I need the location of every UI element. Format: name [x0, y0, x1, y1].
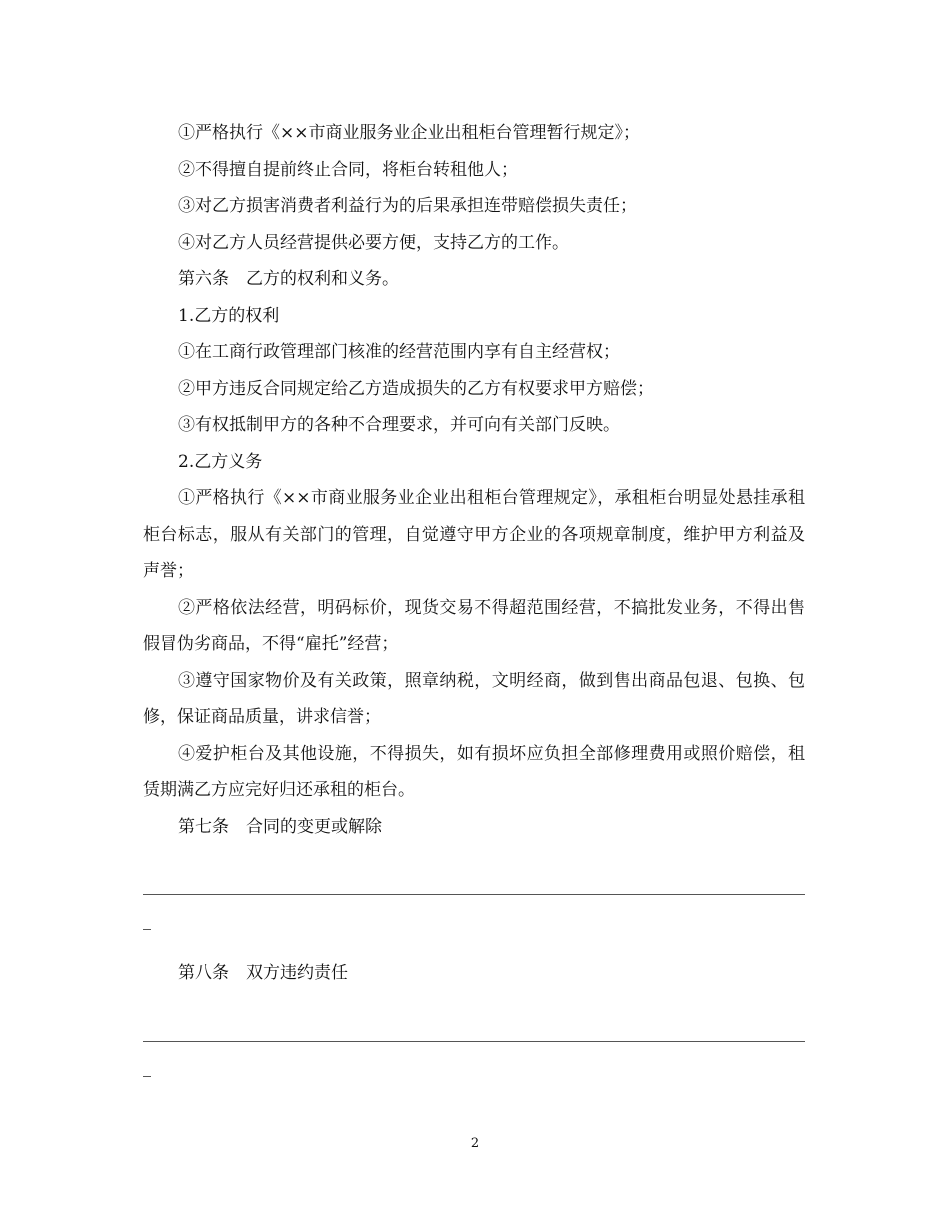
article-seven-heading: 第七条 合同的变更或解除: [178, 816, 382, 837]
paragraph-obligation-2: ②严格依法经营，明码标价，现货交易不得超范围经营，不搞批发业务，不得出售假冒伪劣商品，不得“雇托”经营；: [143, 597, 805, 654]
paragraph-clause-2: ②不得擅自提前终止合同，将柜台转租他人；: [178, 159, 518, 180]
paragraph-right-3: ③有权抵制甲方的各种不合理要求，并可向有关部门反映。: [178, 415, 620, 435]
paragraph-obligation-4: ④爱护柜台及其他设施，不得损失，如有损坏应负担全部修理费用或照价赔偿，租赁期满乙方应完好归还承租的柜台。: [143, 743, 805, 800]
paragraph-clause-4: ④对乙方人员经营提供必要方便，支持乙方的工作。: [178, 232, 569, 253]
section-party-b-obligations: 2.乙方义务: [178, 451, 263, 472]
section-party-b-rights: 1.乙方的权利: [178, 305, 280, 326]
paragraph-clause-3: ③对乙方损害消费者利益行为的后果承担连带赔偿损失责任；: [178, 196, 637, 216]
paragraph-obligation-3: ③遵守国家物价及有关政策，照章纳税，文明经商，做到售出商品包退、包换、包修，保证商品质量，讲求信誉；: [143, 670, 805, 727]
blank-line: [143, 1041, 805, 1042]
blank-line-tail: [143, 1076, 151, 1077]
fill-in-blank-article-seven: [143, 845, 805, 955]
blank-line-tail: [143, 929, 151, 930]
paragraph-right-1: ①在工商行政管理部门核准的经营范围内享有自主经营权；: [178, 342, 620, 362]
paragraph-right-2: ②甲方违反合同规定给乙方造成损失的乙方有权要求甲方赔偿；: [178, 378, 654, 399]
page-number: 2: [470, 1136, 480, 1151]
paragraph-obligation-1: ①严格执行《××市商业服务业企业出租柜台管理规定》，承租柜台明显处悬挂承租柜台标志，服从有关部门的管理，自觉遵守甲方企业的各项规章制度，维护甲方利益及声誉；: [143, 488, 805, 581]
fill-in-blank-article-eight: [143, 992, 805, 1102]
paragraph-clause-1: ①严格执行《××市商业服务业企业出租柜台管理暂行规定》；: [178, 123, 640, 143]
article-six-heading: 第六条 乙方的权利和义务。: [178, 269, 399, 289]
blank-line: [143, 894, 805, 895]
document-body: [143, 115, 805, 1102]
article-eight-heading: 第八条 双方违约责任: [178, 963, 348, 983]
